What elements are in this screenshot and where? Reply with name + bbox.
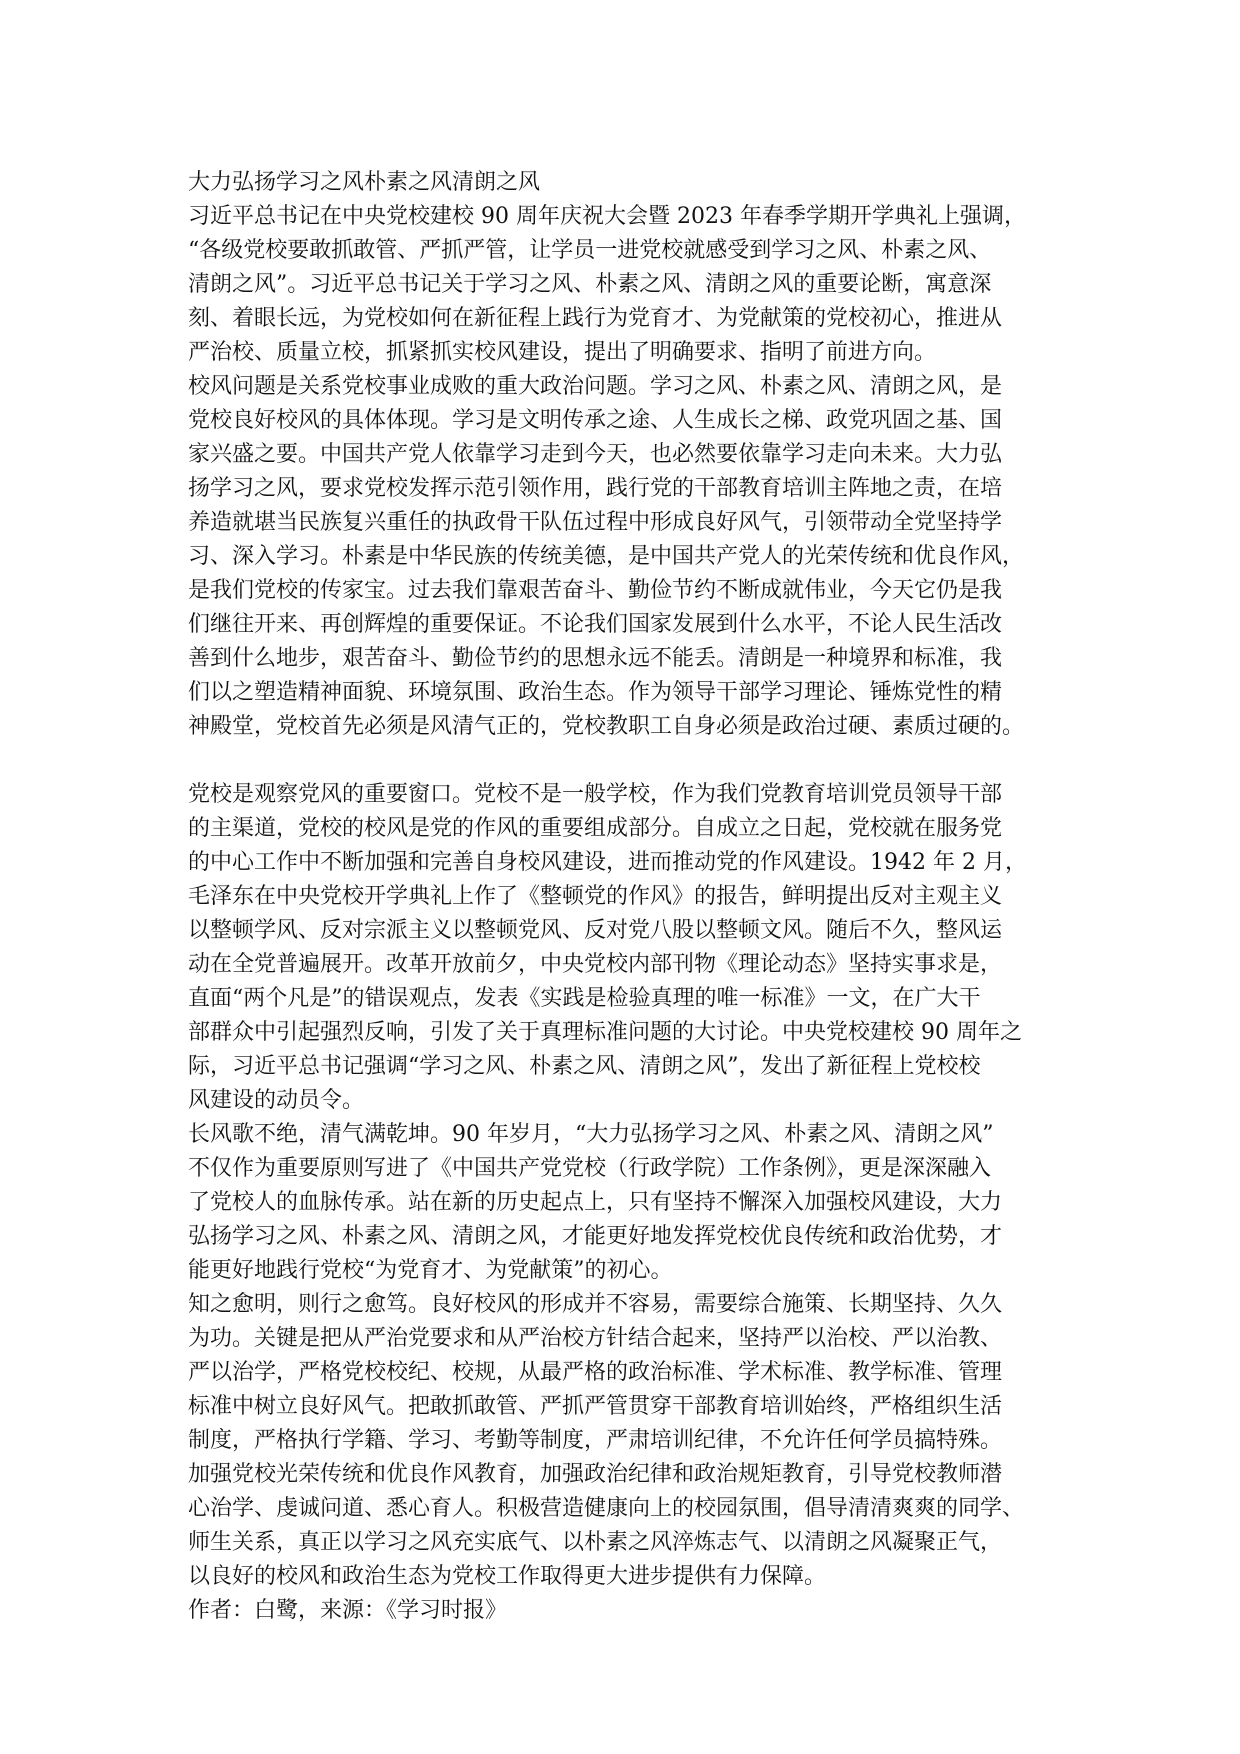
paragraph-line: 扬学习之风，要求党校发挥示范引领作用，践行党的干部教育培训主阵地之责，在培 bbox=[188, 476, 1003, 501]
paragraph-line: 校风问题是关系党校事业成败的重大政治问题。学习之风、朴素之风、清朗之风，是 bbox=[188, 374, 1003, 399]
paragraph-line: 习、深入学习。朴素是中华民族的传统美德，是中国共产党人的光荣传统和优良作风， bbox=[188, 544, 1025, 569]
paragraph-line: 制度，严格执行学籍、学习、考勤等制度，严肃培训纪律，不允许任何学员搞特殊。 bbox=[188, 1428, 1003, 1453]
article-title: 大力弘扬学习之风朴素之风清朗之风 bbox=[188, 170, 541, 195]
paragraph-line: 知之愈明，则行之愈笃。良好校风的形成并不容易，需要综合施策、长期坚持、久久 bbox=[188, 1292, 1003, 1317]
paragraph-line: 是我们党校的传家宝。过去我们靠艰苦奋斗、勤俭节约不断成就伟业，今天它仍是我 bbox=[188, 578, 1003, 603]
article-byline: 作者：白鹭，来源：《学习时报》 bbox=[188, 1598, 508, 1623]
paragraph-line: 际，习近平总书记强调“学习之风、朴素之风、清朗之风”，发出了新征程上党校校 bbox=[188, 1054, 981, 1079]
paragraph-line: 为功。关键是把从严治党要求和从严治校方针结合起来，坚持严以治校、严以治教、 bbox=[188, 1326, 1003, 1351]
paragraph-line: 直面“两个凡是”的错误观点，发表《实践是检验真理的唯一标准》一文，在广大干 bbox=[188, 986, 981, 1011]
paragraph-line: 的中心工作中不断加强和完善自身校风建设，进而推动党的作风建设。1942 年 2 月， bbox=[188, 850, 1027, 875]
paragraph-line: 们以之塑造精神面貌、环境氛围、政治生态。作为领导干部学习理论、锤炼党性的精 bbox=[188, 680, 1003, 705]
paragraph-line: 家兴盛之要。中国共产党人依靠学习走到今天，也必然要依靠学习走向未来。大力弘 bbox=[188, 442, 1003, 467]
paragraph-line: 标准中树立良好风气。把敢抓敢管、严抓严管贯穿干部教育培训始终，严格组织生活 bbox=[188, 1394, 1003, 1419]
paragraph-line: 神殿堂，党校首先必须是风清气正的，党校教职工自身必须是政治过硬、素质过硬的。 bbox=[188, 714, 1025, 739]
paragraph-line: 们继往开来、再创辉煌的重要保证。不论我们国家发展到什么水平，不论人民生活改 bbox=[188, 612, 1003, 637]
article-body bbox=[188, 166, 1088, 1628]
paragraph-line: 动在全党普遍展开。改革开放前夕，中央党校内部刊物《理论动态》坚持实事求是， bbox=[188, 952, 1003, 977]
paragraph-line: 能更好地践行党校“为党育才、为党献策”的初心。 bbox=[188, 1258, 673, 1283]
paragraph-line: 党校良好校风的具体体现。学习是文明传承之途、人生成长之梯、政党巩固之基、国 bbox=[188, 408, 1003, 433]
paragraph-spacer bbox=[188, 744, 1088, 778]
paragraph-line: 严以治学，严格党校校纪、校规，从最严格的政治标准、学术标准、教学标准、管理 bbox=[188, 1360, 1003, 1385]
paragraph-line: 毛泽东在中央党校开学典礼上作了《整顿党的作风》的报告，鲜明提出反对主观主义 bbox=[188, 884, 1003, 909]
paragraph-line: 的主渠道，党校的校风是党的作风的重要组成部分。自成立之日起，党校就在服务党 bbox=[188, 816, 1003, 841]
paragraph-line: 善到什么地步，艰苦奋斗、勤俭节约的思想永远不能丢。清朗是一种境界和标准，我 bbox=[188, 646, 1003, 671]
paragraph-line: 心治学、虔诚问道、悉心育人。积极营造健康向上的校园氛围，倡导清清爽爽的同学、 bbox=[188, 1496, 1025, 1521]
paragraph-line: 养造就堪当民族复兴重任的执政骨干队伍过程中形成良好风气，引领带动全党坚持学 bbox=[188, 510, 1003, 535]
paragraph-line: 部群众中引起强烈反响，引发了关于真理标准问题的大讨论。中央党校建校 90 周年之 bbox=[188, 1020, 1022, 1045]
paragraph-line: 以良好的校风和政治生态为党校工作取得更大进步提供有力保障。 bbox=[188, 1564, 827, 1589]
paragraph-line: 了党校人的血脉传承。站在新的历史起点上，只有坚持不懈深入加强校风建设，大力 bbox=[188, 1190, 1003, 1215]
paragraph-line: 刻、着眼长远，为党校如何在新征程上践行为党育才、为党献策的党校初心，推进从 bbox=[188, 306, 1003, 331]
paragraph-line: 以整顿学风、反对宗派主义以整顿党风、反对党八股以整顿文风。随后不久，整风运 bbox=[188, 918, 1003, 943]
paragraph-line: 风建设的动员令。 bbox=[188, 1088, 365, 1113]
paragraph-line: 师生关系，真正以学习之风充实底气、以朴素之风淬炼志气、以清朗之风凝聚正气， bbox=[188, 1530, 1003, 1555]
paragraph-line: “各级党校要敢抓敢管、严抓严管，让学员一进党校就感受到学习之风、朴素之风、 bbox=[188, 238, 992, 263]
paragraph-line: 不仅作为重要原则写进了《中国共产党党校（行政学院）工作条例》，更是深深融入 bbox=[188, 1156, 992, 1181]
paragraph-line: 党校是观察党风的重要窗口。党校不是一般学校，作为我们党教育培训党员领导干部 bbox=[188, 782, 1003, 807]
paragraph-line: 严治校、质量立校，抓紧抓实校风建设，提出了明确要求、指明了前进方向。 bbox=[188, 340, 937, 365]
paragraph-line: 习近平总书记在中央党校建校 90 周年庆祝大会暨 2023 年春季学期开学典礼上强调， bbox=[188, 204, 1026, 229]
paragraph-line: 长风歌不绝，清气满乾坤。90 年岁月，“大力弘扬学习之风、朴素之风、清朗之风” bbox=[188, 1122, 994, 1147]
paragraph-line: 清朗之风”。习近平总书记关于学习之风、朴素之风、清朗之风的重要论断，寓意深 bbox=[188, 272, 992, 297]
paragraph-line: 加强党校光荣传统和优良作风教育，加强政治纪律和政治规矩教育，引导党校教师潜 bbox=[188, 1462, 1003, 1487]
paragraph-line: 弘扬学习之风、朴素之风、清朗之风，才能更好地发挥党校优良传统和政治优势，才 bbox=[188, 1224, 1003, 1249]
